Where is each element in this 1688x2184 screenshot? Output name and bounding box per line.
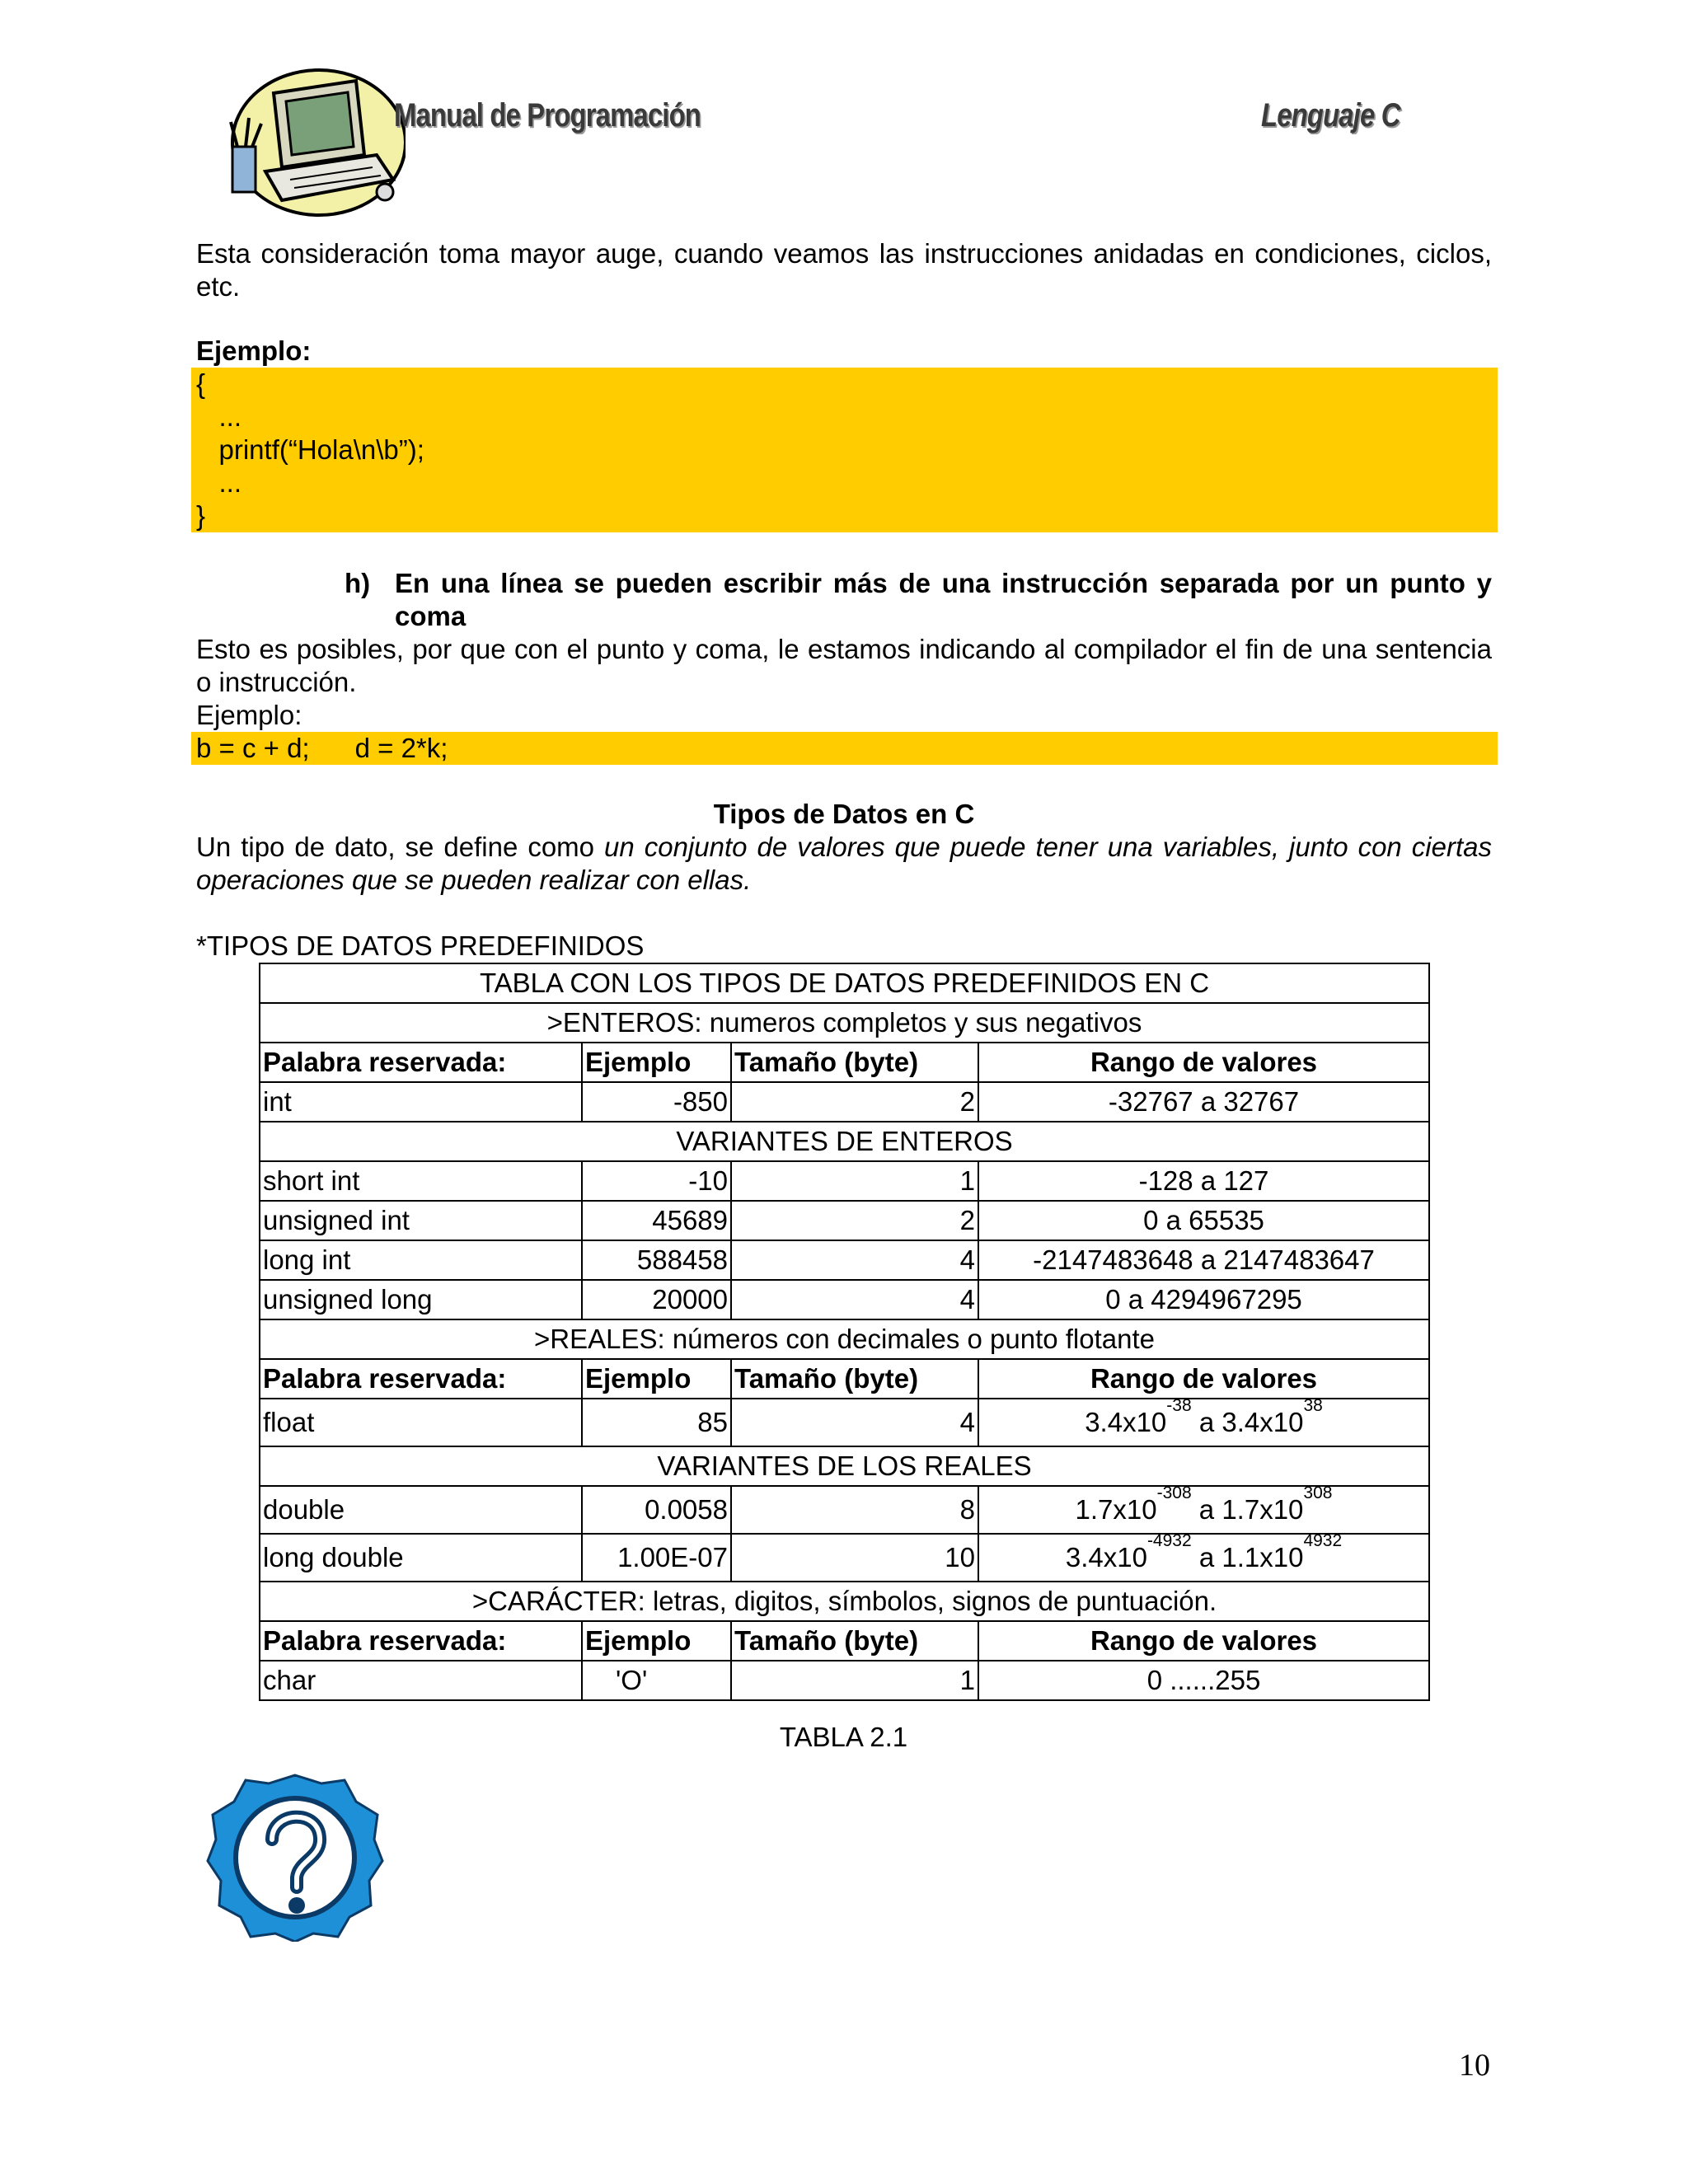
column-header: Rango de valores: [978, 1359, 1429, 1399]
cell-example: 1.00E-07: [582, 1534, 731, 1582]
table-header-row: [260, 1359, 1429, 1399]
cell-keyword: float: [260, 1399, 582, 1446]
computer-clipart-icon: [216, 64, 406, 221]
table-caption: TABLA 2.1: [779, 1722, 908, 1752]
rule-text-line-1: Esto es posibles, por que con el punto y coma, le estamos indicando al compilador el fin de una sentencia: [196, 634, 1492, 664]
cell-range: -32767 a 32767: [978, 1082, 1429, 1122]
code-line: printf(“Hola\n\b”);: [196, 434, 424, 465]
range-separator: a 3.4x10: [1191, 1407, 1304, 1437]
cell-keyword: char: [260, 1661, 582, 1700]
cell-range: 0 a 65535: [978, 1201, 1429, 1240]
range-base: 3.4x10: [1065, 1542, 1147, 1572]
code-line: {: [196, 368, 206, 399]
column-header: Ejemplo: [582, 1359, 731, 1399]
table-row: [260, 1582, 1429, 1621]
header-title: Manual de Programación: [394, 97, 701, 134]
definition-line-2: operaciones que se pueden realizar con ellas.: [196, 865, 752, 895]
table-row: [260, 1319, 1429, 1359]
group-label: >CARÁCTER: letras, digitos, símbolos, signos de puntuación.: [260, 1582, 1429, 1621]
table-header-row: [260, 1043, 1429, 1082]
table-row: [260, 1240, 1429, 1280]
column-header: Ejemplo: [582, 1043, 731, 1082]
rule-text-line-2: o instrucción.: [196, 667, 357, 697]
column-header: Rango de valores: [978, 1621, 1429, 1661]
cell-keyword: unsigned int: [260, 1201, 582, 1240]
cell-example: 0.0058: [582, 1486, 731, 1534]
rule-heading-line-2: coma: [395, 601, 467, 631]
table-row: [260, 1003, 1429, 1043]
definition-plain: Un tipo de dato, se define como: [196, 832, 605, 862]
column-header: Ejemplo: [582, 1621, 731, 1661]
table-row: [260, 1399, 1429, 1446]
section-title: Tipos de Datos en C: [713, 799, 975, 829]
table-row: [260, 1280, 1429, 1319]
table-row: [260, 1661, 1429, 1700]
cell-keyword: int: [260, 1082, 582, 1122]
table-header-row: [260, 1621, 1429, 1661]
code-line: b = c + d; d = 2*k;: [196, 733, 448, 763]
table-row: [260, 1161, 1429, 1201]
table-row: [260, 1534, 1429, 1582]
header-subtitle: Lenguaje C: [1261, 97, 1400, 134]
cell-keyword: long int: [260, 1240, 582, 1280]
column-header: Tamaño (byte): [731, 1043, 978, 1082]
cell-size: 10: [731, 1534, 978, 1582]
range-exponent: 38: [1303, 1396, 1323, 1415]
range-separator: a 1.7x10: [1191, 1494, 1304, 1525]
definition-italic: un conjunto de valores que puede tener una variables, junto con ciertas: [604, 832, 1492, 862]
cell-example: 588458: [582, 1240, 731, 1280]
cell-range: -2147483648 a 2147483647: [978, 1240, 1429, 1280]
column-header: Palabra reservada:: [260, 1043, 582, 1082]
code-block-2: [191, 732, 1498, 765]
cell-example: 'O': [582, 1661, 731, 1700]
column-header: Tamaño (byte): [731, 1621, 978, 1661]
table-row: [260, 1082, 1429, 1122]
table-row: [260, 1486, 1429, 1534]
cell-size: 4: [731, 1280, 978, 1319]
cell-range: -128 a 127: [978, 1161, 1429, 1201]
range-exponent: -4932: [1146, 1531, 1192, 1550]
range-exponent: 308: [1303, 1483, 1333, 1502]
table-row: [260, 1446, 1429, 1486]
code-line: ...: [196, 467, 242, 498]
table-title: TABLA CON LOS TIPOS DE DATOS PREDEFINIDOS EN C: [260, 963, 1429, 1003]
group-label: >REALES: números con decimales o punto flotante: [260, 1319, 1429, 1359]
cell-size: 4: [731, 1240, 978, 1280]
range-separator: a 1.1x10: [1191, 1542, 1304, 1572]
header-logo: [216, 64, 406, 221]
group-label: VARIANTES DE ENTEROS: [260, 1122, 1429, 1161]
column-header: Rango de valores: [978, 1043, 1429, 1082]
example-label: Ejemplo:: [196, 335, 312, 366]
range-exponent: -308: [1156, 1483, 1192, 1502]
range-base: 3.4x10: [1085, 1407, 1167, 1437]
cell-range: [978, 1531, 1429, 1582]
code-line: }: [196, 500, 206, 531]
cell-size: 2: [731, 1201, 978, 1240]
predefined-label: *TIPOS DE DATOS PREDEFINIDOS: [196, 930, 645, 961]
cell-size: 1: [731, 1161, 978, 1201]
example-label: Ejemplo:: [196, 700, 302, 730]
cell-example: -850: [582, 1082, 731, 1122]
code-line: ...: [196, 401, 242, 432]
range-base: 1.7x10: [1075, 1494, 1157, 1525]
data-types-table: [259, 963, 1430, 1701]
intro-line-2: etc.: [196, 271, 241, 302]
table-row: [260, 963, 1429, 1003]
cell-keyword: short int: [260, 1161, 582, 1201]
intro-line-1: Esta consideración toma mayor auge, cuando veamos las instrucciones anidadas en condiciones, ciclos,: [196, 238, 1492, 269]
cell-keyword: double: [260, 1486, 582, 1534]
group-label: VARIANTES DE LOS REALES: [260, 1446, 1429, 1486]
cell-range: 0 ......255: [978, 1661, 1429, 1700]
cell-range: [978, 1483, 1429, 1534]
column-header: Tamaño (byte): [731, 1359, 978, 1399]
cell-size: 8: [731, 1486, 978, 1534]
rule-heading-line-1: En una línea se pueden escribir más de una instrucción separada por un punto y: [395, 568, 1492, 598]
cell-example: 45689: [582, 1201, 731, 1240]
cell-keyword: long double: [260, 1534, 582, 1582]
code-block-1: [191, 368, 1498, 532]
cell-size: 2: [731, 1082, 978, 1122]
cell-example: 85: [582, 1399, 731, 1446]
range-exponent: 4932: [1303, 1531, 1343, 1550]
cell-range: [978, 1396, 1429, 1446]
column-header: Palabra reservada:: [260, 1359, 582, 1399]
cell-size: 1: [731, 1661, 978, 1700]
cell-keyword: unsigned long: [260, 1280, 582, 1319]
cell-example: 20000: [582, 1280, 731, 1319]
cell-example: -10: [582, 1161, 731, 1201]
question-mark-icon: [206, 1772, 384, 1942]
group-label: >ENTEROS: numeros completos y sus negativos: [260, 1003, 1429, 1043]
table-row: [260, 1122, 1429, 1161]
page-number: 10: [1459, 2048, 1490, 2083]
rule-marker: h): [345, 568, 371, 598]
cell-range: 0 a 4294967295: [978, 1280, 1429, 1319]
table-row: [260, 1201, 1429, 1240]
range-exponent: -38: [1166, 1396, 1192, 1415]
column-header: Palabra reservada:: [260, 1621, 582, 1661]
cell-size: 4: [731, 1399, 978, 1446]
definition-line-1: [196, 831, 1492, 864]
